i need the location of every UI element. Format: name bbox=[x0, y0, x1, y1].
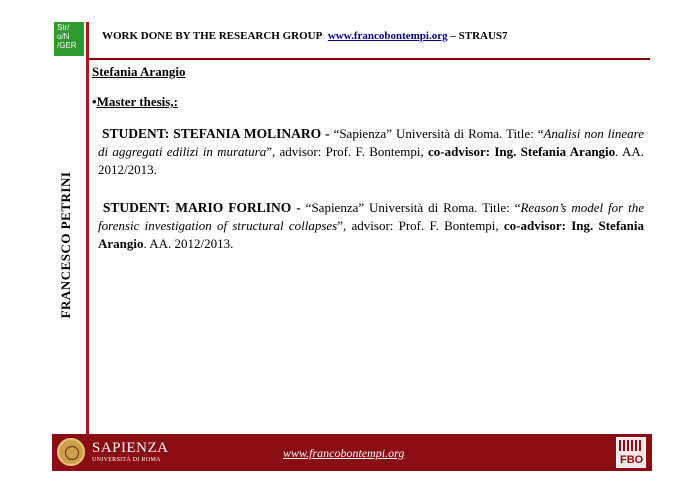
thesis-text: ”, advisor: Prof. F. Bontempi, bbox=[337, 218, 504, 233]
header-prefix: WORK DONE BY THE RESEARCH GROUP bbox=[102, 30, 323, 42]
thesis-title: Reason’s model for the forensic investigation of structural collapses bbox=[98, 200, 644, 233]
logo-line: Str/ bbox=[57, 23, 70, 32]
sapienza-name: SAPIENZA bbox=[92, 440, 169, 456]
vertical-name: FRANCESCO PETRINI bbox=[58, 171, 73, 319]
thesis-text: . AA. 2012/2013. bbox=[143, 236, 234, 251]
thesis-student: STUDENT: STEFANIA MOLINARO - bbox=[101, 126, 330, 141]
footer-url-link[interactable]: www.francobontempi.org bbox=[283, 446, 405, 460]
logo-line: o/N bbox=[57, 32, 70, 41]
thesis-entry bbox=[98, 125, 644, 179]
thesis-text: . AA. 2012/2013. bbox=[98, 144, 644, 177]
vertical-divider bbox=[86, 22, 89, 434]
page-header bbox=[102, 30, 508, 42]
thesis-text: “Sapienza” Università di Roma. Title: “ bbox=[329, 126, 544, 141]
header-url-link[interactable]: www.francobontempi.org bbox=[327, 30, 448, 42]
section-label: Master thesis,: bbox=[96, 94, 178, 109]
thesis-text: ”, advisor: Prof. F. Bontempi, bbox=[266, 144, 428, 159]
thesis-coadvisor: co-advisor: Ing. Stefania Arangio bbox=[427, 144, 616, 159]
section-heading bbox=[92, 94, 178, 110]
header-divider bbox=[86, 58, 650, 60]
thesis-coadvisor: co-advisor: Ing. Stefania Arangio bbox=[98, 218, 644, 251]
fbo-logo bbox=[616, 437, 646, 468]
logo-line: /GER bbox=[57, 41, 77, 50]
fbo-building-icon bbox=[619, 440, 643, 451]
fbo-label: FBO bbox=[620, 454, 644, 466]
thesis-text: “Sapienza” Università di Roma. Title: “ bbox=[300, 200, 521, 215]
thesis-entry bbox=[98, 199, 644, 253]
sapienza-seal-icon bbox=[57, 438, 85, 466]
strongers-logo bbox=[54, 22, 84, 56]
sapienza-subtitle: UNIVERSITÀ DI ROMA bbox=[92, 457, 161, 463]
thesis-student: STUDENT: MARIO FORLINO - bbox=[102, 200, 301, 215]
footer-bar bbox=[52, 434, 652, 471]
bullet: • bbox=[92, 94, 97, 109]
header-suffix: – STRAUS7 bbox=[450, 30, 508, 42]
thesis-title: Analisi non lineare di aggregati edilizi in muratura bbox=[98, 126, 645, 159]
author-name: Stefania Arangio bbox=[92, 64, 186, 79]
